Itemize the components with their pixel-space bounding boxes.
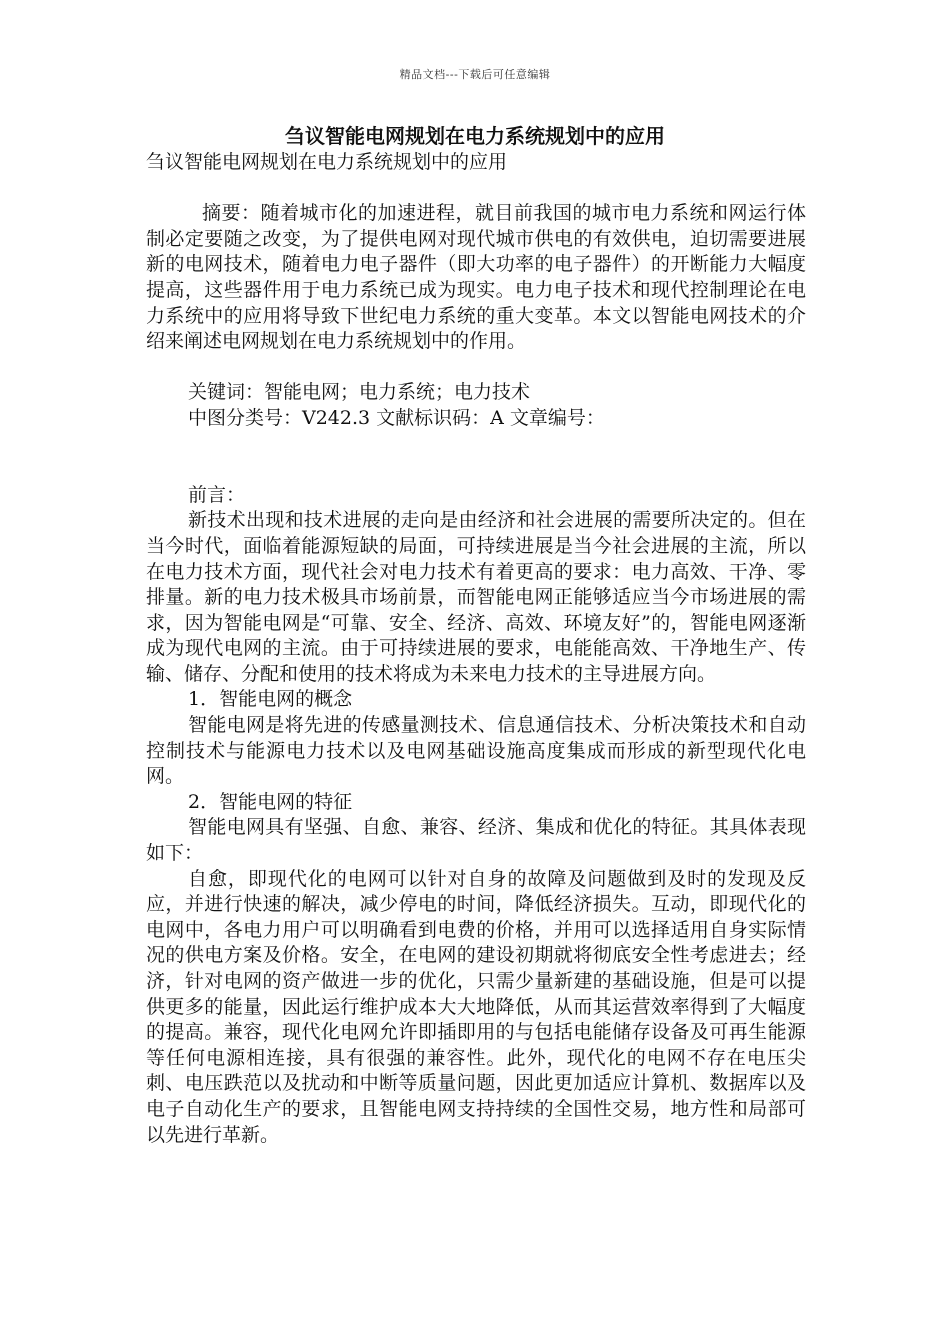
classification-line: 中图分类号：V242.3 文献标识码：A 文章编号： <box>188 406 605 429</box>
section-1-paragraph: 智能电网是将先进的传感量测技术、信息通信技术、分析决策技术和自动控制技术与能源电力技术以及电网基础设施高度集成而形成的新型现代化电网。 <box>146 714 806 788</box>
section-2-body-paragraph: 自愈，即现代化的电网可以针对自身的故障及问题做到及时的发现及反应，并进行快速的解决，减少停电的时间，降低经济损失。互动，即现代化的电网中，各电力用户可以明确看到电费的价格，并用可以选择适用自身实际情况的供电方案及价格。安全，在电网的建设初期就将彻底安全性考虑进去；经济，针对电网的资产做进一步的优化，只需少量新建的基础设施，但是可以提供更多的能量，因此运行维护成本大大地降低，从而其运营效率得到了大幅度的提高。兼容，现代化电网允许即插即用的与包括电能储存设备及可再生能源等任何电源相连接，具有很强的兼容性。此外，现代化的电网不存在电压尖刺、电压跌范以及扰动和中断等质量问题，因此更加适应计算机、数据库以及电子自动化生产的要求，且智能电网支持持续的全国性交易，地方性和局部可以先进行革新。 <box>146 867 806 1146</box>
keywords-line: 关键词：智能电网；电力系统；电力技术 <box>188 381 531 404</box>
header-note: 精品文档---下载后可任意编辑 <box>399 68 551 81</box>
spacer <box>146 432 806 483</box>
preface-paragraph: 新技术出现和技术进展的走向是由经济和社会进展的需要所决定的。但在当今时代，面临着能源短缺的局面，可持续进展是当今社会进展的主流，所以在电力技术方面，现代社会对电力技术有着更高的要求：电力高效、干净、零排量。新的电力技术极具市场前景，而智能电网正能够适应当今市场进展的需求，因为智能电网是“可靠、安全、经济、高效、环境友好”的，智能电网逐渐成为现代电网的主流。由于可持续进展的要求，电能能高效、干净地生产、传输、储存、分配和使用的技术将成为未来电力技术的主导进展方向。 <box>146 509 806 685</box>
spacer <box>146 176 806 202</box>
document-title: 刍议智能电网规划在电力系统规划中的应用 <box>285 124 665 148</box>
section-1-heading: 1．智能电网的概念 <box>188 688 353 711</box>
document-subtitle: 刍议智能电网规划在电力系统规划中的应用 <box>146 151 508 173</box>
document-body <box>146 150 806 1148</box>
preface-heading: 前言： <box>188 483 246 506</box>
abstract-paragraph: 摘要：随着城市化的加速进程，就目前我国的城市电力系统和网运行体制必定要随之改变，为了提供电网对现代城市供电的有效供电，迫切需要进展新的电网技术，随着电力电子器件（即大功率的电子器件）的开断能力大幅度提高，这些器件用于电力系统已成为现实。电力电子技术和现代控制理论在电力系统中的应用将导致下世纪电力系统的重大变革。本文以智能电网技术的介绍来阐述电网规划在电力系统规划中的作用。 <box>146 202 806 353</box>
section-2-intro-paragraph: 智能电网具有坚强、自愈、兼容、经济、集成和优化的特征。其具体表现如下： <box>146 816 806 865</box>
spacer <box>146 355 806 381</box>
section-2-heading: 2．智能电网的特征 <box>188 790 353 813</box>
